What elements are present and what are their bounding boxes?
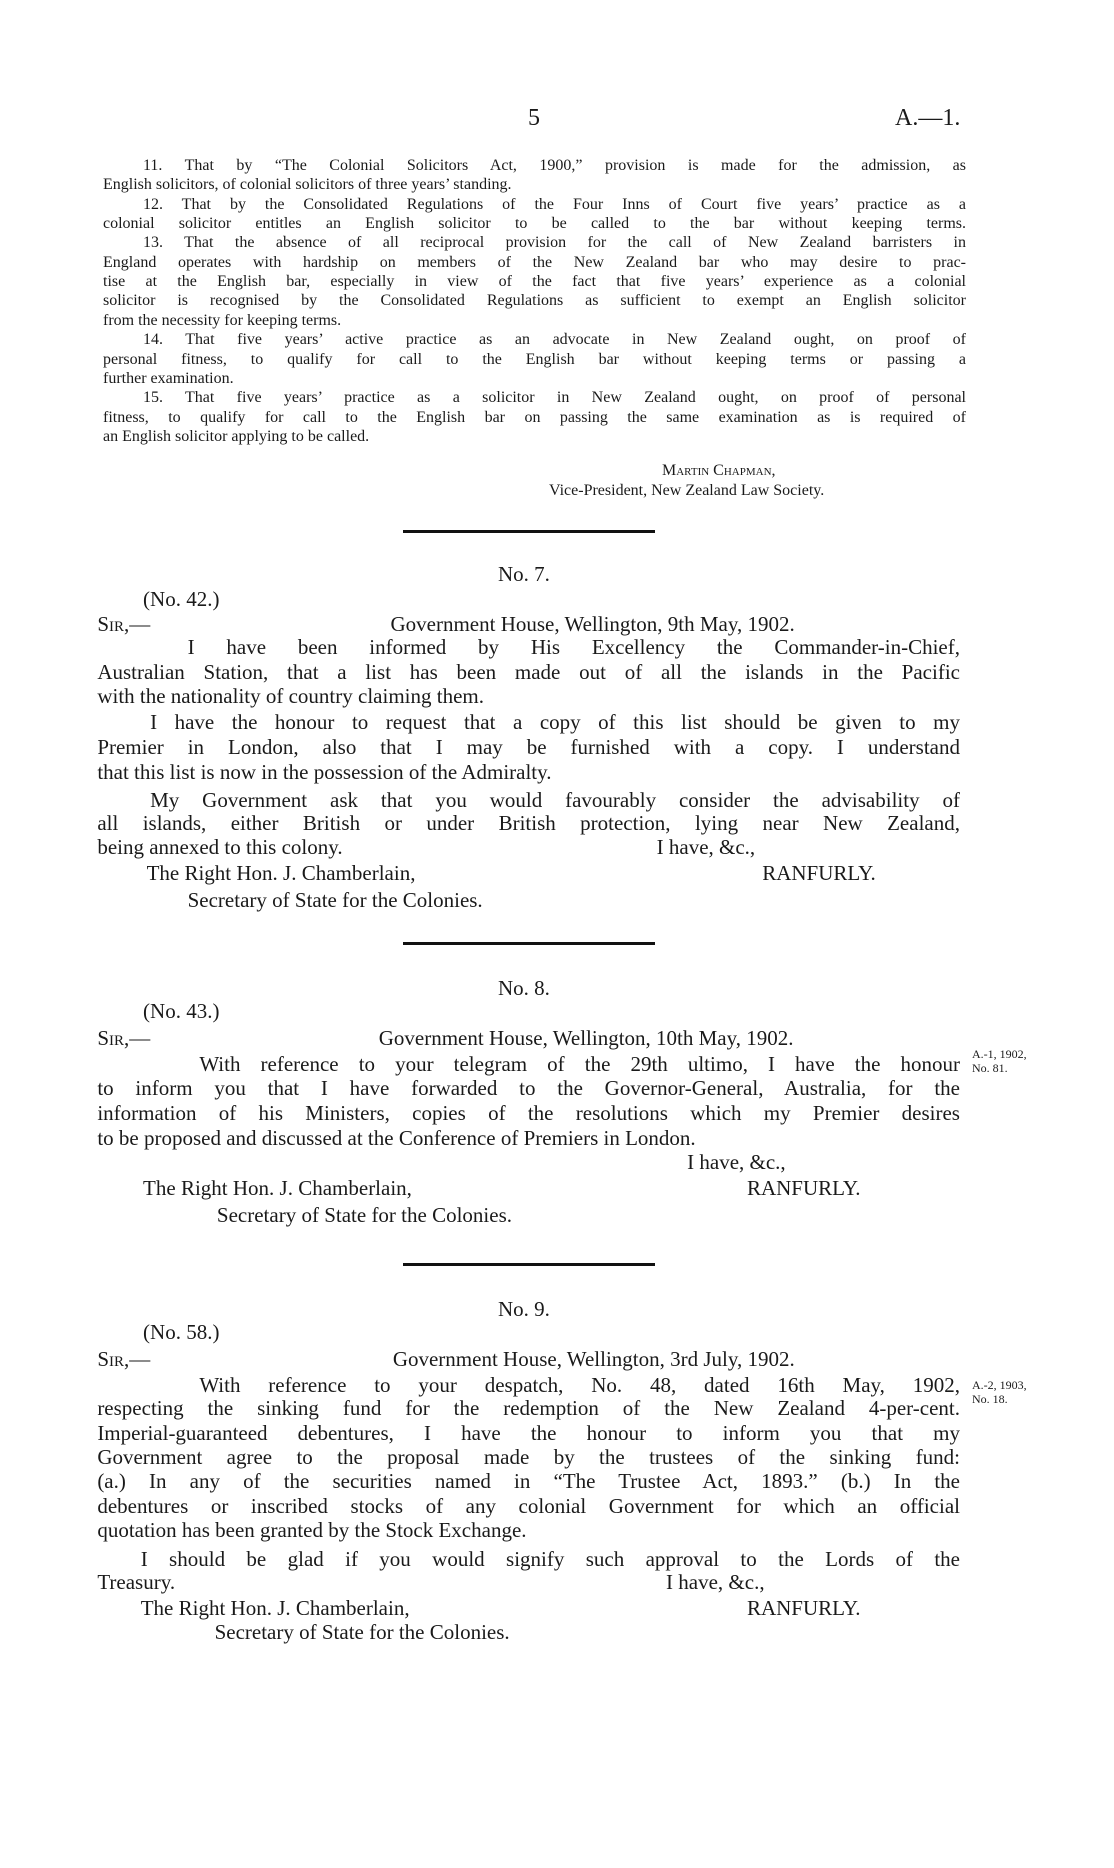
letter-line: (No. 43.) [143,998,220,1023]
salutation: Sir,— [97,1025,151,1050]
section-divider [403,942,655,945]
letter-heading: No. 8. [498,975,550,1000]
resolution-line: 11. That by “The Colonial Solicitors Act, 1900,” provision is made for the admission, as [143,157,966,174]
letter-heading: No. 9. [498,1296,550,1321]
letter-line: I should be glad if you would signify such approval to the Lords of the [140,1546,960,1571]
letter-line: With reference to your despatch, No. 48, dated 16th May, 1902, [199,1373,960,1397]
resolution-line: 12. That by the Consolidated Regulations of the Four Inns of Court five years’ practice as a [143,195,966,213]
closing-phrase: I have, &c., [656,834,756,859]
margin-reference [972,1378,1027,1406]
letter-line: Australian Station, that a list has been made out of all the islands in the Pacific [97,660,960,685]
margin-reference-line: A.-2, 1903, [972,1378,1027,1392]
resolution-line: England operates with hardship on members of the New Zealand bar who may desire to prac- [103,253,966,271]
resolution-line: tise at the English bar, especially in view of the fact that five years’ experience as a colonial [103,273,966,291]
resolution-line: fitness, to qualify for call to the English bar on passing the same examination as is required of [103,408,966,426]
letter-line: Secretary of State for the Colonies. [214,1620,510,1645]
letter-line: I have been informed by His Excellency the Commander-in-Chief, [187,635,960,660]
letter-line: (No. 42.) [143,587,220,612]
letter-line: Imperial-guaranteed debentures, I have the honour to inform you that my [97,1421,960,1446]
signatory: RANFURLY. [762,860,876,885]
resolution-line: 13. That the absence of all reciprocal provision for the call of New Zealand barristers in [143,234,966,252]
letter-address-date: Government House, Wellington, 10th May, 1902. [378,1025,794,1050]
page-number: 5 [528,105,540,131]
letter-line: respecting the sinking fund for the redemption of the New Zealand 4-per-cent. [97,1396,960,1421]
letter-line: with the nationality of country claiming them. [97,683,484,708]
section-divider [403,1263,655,1266]
letter-address-date: Government House, Wellington, 9th May, 1902. [390,611,795,636]
salutation: Sir,— [97,611,151,636]
signature-name: Martin Chapman, [662,462,776,479]
letter-line: The Right Hon. J. Chamberlain, [146,860,416,885]
resolution-line: personal fitness, to qualify for call to the English bar without keeping terms or passing a [103,350,966,368]
letter-line: The Right Hon. J. Chamberlain, [143,1176,412,1201]
letter-line: Government agree to the proposal made by the trustees of the sinking fund: [97,1444,960,1469]
signatory: RANFURLY. [746,1176,861,1201]
resolution-line: English solicitors, of colonial solicitors of three years’ standing. [103,176,512,194]
letter-line: all islands, either British or under British protection, lying near New Zealand, [97,811,960,836]
letter-line: quotation has been granted by the Stock Exchange. [97,1518,527,1543]
letter-line: (a.) In any of the securities named in “The Trustee Act, 1893.” (b.) In the [97,1469,960,1494]
margin-reference-line: No. 81. [972,1061,1008,1076]
signature-title: Vice-President, New Zealand Law Society. [549,482,825,499]
letter-line: With reference to your telegram of the 29th ultimo, I have the honour [199,1051,960,1076]
letter-line: Secretary of State for the Colonies. [187,887,483,912]
margin-reference [972,1047,1027,1075]
margin-reference-line: A.-1, 1902, [972,1047,1027,1062]
margin-reference-line: No. 18. [972,1392,1008,1406]
section-divider [403,530,655,533]
resolution-line: 14. That five years’ active practice as an advocate in New Zealand ought, on proof of [143,331,966,349]
letter-line: to be proposed and discussed at the Conference of Premiers in London. [97,1125,696,1150]
letter-heading: No. 7. [498,561,550,586]
resolution-line: from the necessity for keeping terms. [103,311,342,329]
letter-line: (No. 58.) [143,1320,220,1345]
letter-line: Treasury. [97,1570,176,1594]
letter-line: The Right Hon. J. Chamberlain, [140,1595,410,1620]
salutation: Sir,— [97,1347,151,1372]
closing-phrase: I have, &c., [666,1570,765,1594]
document-reference: A.—1. [895,105,961,131]
letter-line: information of his Ministers, copies of the resolutions which my Premier desires [97,1100,960,1125]
letter-line: I have the honour to request that a copy of this list should be given to my [150,710,960,735]
letter-line: being annexed to this colony. [97,834,343,859]
letter-line: that this list is now in the possession of the Admiralty. [97,759,552,784]
resolution-line: an English solicitor applying to be called. [103,427,370,445]
letter-line: debentures or inscribed stocks of any colonial Government for which an official [97,1493,960,1518]
letter-line: My Government ask that you would favourably consider the advisability of [150,787,960,812]
letter-line: Premier in London, also that I may be furnished with a copy. I understand [97,735,960,760]
resolution-line: 15. That five years’ practice as a solicitor in New Zealand ought, on proof of personal [143,389,966,407]
resolution-line: colonial solicitor entitles an English solicitor to be called to the bar without keeping terms. [103,215,966,233]
resolution-line: solicitor is recognised by the Consolidated Regulations as sufficient to exempt an English solicitor [103,292,966,310]
letter-address-date: Government House, Wellington, 3rd July, 1902. [392,1347,795,1372]
closing-phrase: I have, &c., [687,1150,786,1175]
signatory: RANFURLY. [746,1595,861,1620]
resolution-line: further examination. [103,369,234,387]
letter-line: Secretary of State for the Colonies. [216,1202,512,1227]
letter-line: to inform you that I have forwarded to the Governor-General, Australia, for the [97,1076,960,1101]
